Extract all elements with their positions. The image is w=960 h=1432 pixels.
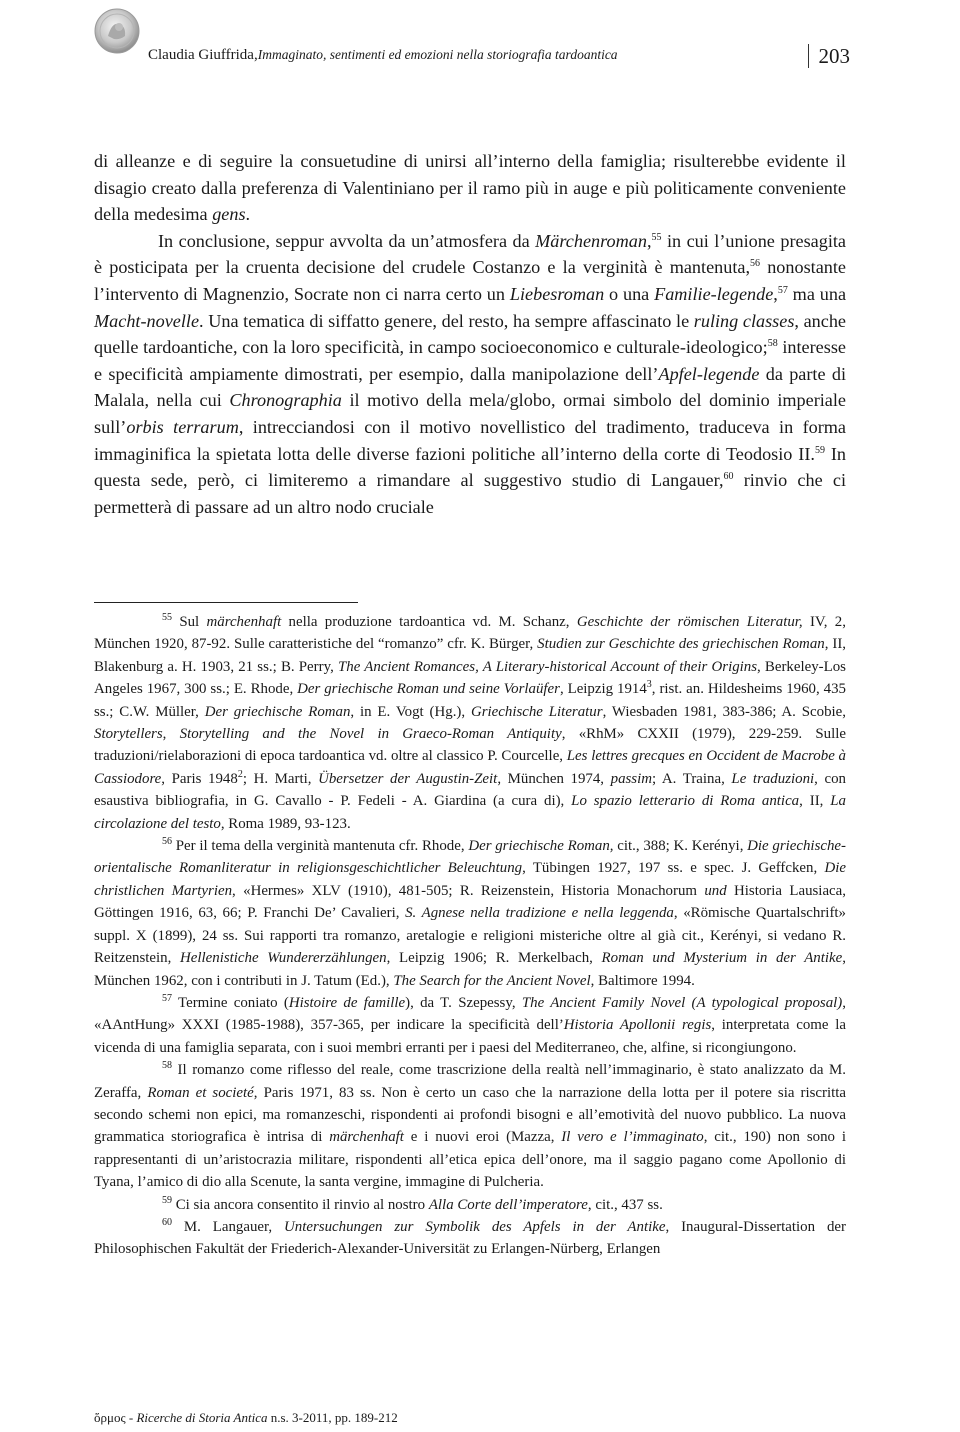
italic-text: und — [704, 882, 727, 899]
italic-text: The Ancient Family Novel (A typological proposal) — [521, 994, 843, 1011]
italic-text: Roman et societé — [147, 1084, 254, 1101]
italic-text: Übersetzer der Augustin-Zeit — [318, 770, 498, 787]
footnote-separator — [94, 602, 358, 603]
italic-text: S. Agnese nella tradizione e nella leggenda — [405, 905, 674, 922]
paragraph-1: di alleanze e di seguire la consuetudine di unirsi all’interno della famiglia; risulterebbe evidente il disagio creato dalla preferenza di Valentiniano per il ramo più in auge e più politicamente conveniente della medesima gens. — [94, 151, 846, 225]
italic-text: Macht-novelle — [94, 310, 200, 331]
italic-text: La circolazione del testo — [94, 793, 846, 832]
italic-text: Histoire de famille — [288, 994, 406, 1011]
italic-text: Die christlichen Martyrien — [94, 860, 846, 899]
italic-text: ruling classes — [693, 310, 795, 331]
running-head-title: Immaginato, sentimenti ed emozioni nella storiografia tardoantica — [257, 47, 618, 62]
footnote-ref: 59 — [814, 444, 825, 456]
footnote-ref: 55 — [162, 612, 172, 624]
page-number: 203 — [808, 44, 851, 68]
italic-text: Griechische Literatur — [470, 703, 603, 720]
italic-text: Alla Corte dell’imperatore — [428, 1196, 588, 1213]
italic-text: Der griechische Roman — [204, 703, 351, 720]
footnote-ref: 57 — [777, 284, 788, 296]
footnote-ref: 55 — [651, 231, 662, 243]
footnotes — [94, 611, 846, 1261]
footnote-55: $^{55}$ Sul märchenhaft nella produzione tardoantica vd. M. Schanz, Geschichte der römischen Literatur, IV, 2, München 1920, 87-92. Sulle caratteristiche del “romanzo” cfr. K. Bürger, Studien zur Geschichte des griechischen Roman, II, Blakenburg a. H. 1903, 21 ss.; B. Perry, The Ancient Romances, A Literary-historical Account of their Origins, Berkeley-Los Angeles 1967, 300 ss.; E. Rhode, Der griechische Roman und seine Vorlaüfer, Leipzig 1914$^3$, rist. an. Hildesheims 1960, 435 ss.; C.W. Müller, Der griechische Roman, in E. Vogt (Hg.), Griechische Literatur, Wiesbaden 1981, 383-386; A. Scobie, Storytellers, Storytelling and the Novel in Graeco-Roman Antiquity, «RhM» CXXII (1979), 229-259. Sulle traduzioni/rielaborazioni di epoca tardoantica vd. oltre al classico P. Courcelle, Les lettres grecques en Occident de Macrobe à Cassiodore, Paris 1948$^2$; H. Marti, Übersetzer der Augustin-Zeit, München 1974, passim; A. Traina, Le traduzioni, con esaustiva bibliografia, in G. Cavallo - P. Fedeli - A. Giardina (a cura di), Lo spazio letterario di Roma antica, II, La circolazione del testo, Roma 1989, 93-123. — [94, 612, 847, 832]
main-text — [94, 148, 846, 520]
footnote-ref: 3 — [646, 679, 652, 691]
footnote-60: $^{60}$ M. Langauer, Untersuchungen zur Symbolik des Apfels in der Antike, Inaugural-Dissertation der Philosophischen Fakultät der Friederich-Alexander-Universität zu Erlangen-Nürberg, Erlangen — [94, 1217, 846, 1258]
italic-text: Storytelling and the Novel in Graeco-Roman Antiquity — [179, 726, 562, 743]
italic-text: märchenhaft — [329, 1129, 404, 1146]
footnote-ref: 56 — [750, 258, 761, 270]
italic-text: The Ancient Romances, A Literary-historical Account of their Origins — [337, 658, 758, 675]
italic-text: Il vero e l’immaginato — [561, 1129, 704, 1146]
footnote-59: $^{59}$ Ci sia ancora consentito il rinvio al nostro Alla Corte dell’imperatore, cit., 437 ss. — [162, 1194, 663, 1213]
italic-text: Historia Apollonii regis — [563, 1017, 712, 1034]
italic-text: Familie-legende — [654, 283, 774, 304]
footnote-ref: 58 — [162, 1060, 172, 1072]
italic-text: Der griechische Roman, — [468, 838, 614, 855]
italic-text: Hellenistiche Wundererzählungen — [180, 950, 387, 967]
footnote-ref: 57 — [162, 992, 172, 1004]
footnote-58: $^{58}$ Il romanzo come riflesso del reale, come trascrizione della realtà nell’immaginario, è stato analizzato da M. Zeraffa, Roman et societé, Paris 1971, 83 ss. Non è certo un caso che la narrazione della lotta per il potere sia riscritta secondo schemi non epici, ma romanzeschi, rispondenti ai profondi bisogni e all’emotività del nuovo pubblico. La nuova grammatica storiografica è intrisa di märchenhaft e i nuovi eroi (Mazza, Il vero e l’immaginato, cit., 190) non sono i rappresentanti di un’aristocrazia militare, rispondenti all’etica epica dell’onore, ma il saggio pagano come Apollonio di Tyana, l’amico di dio alla Scenute, la santa vergine, immagine di Pulcheria. — [94, 1060, 846, 1191]
italic-text: Roman und Mysterium in der Antike — [601, 950, 843, 967]
footnote-ref: 60 — [162, 1217, 172, 1228]
italic-text: Apfel-legende — [658, 363, 760, 384]
footnote-ref: 2 — [237, 768, 243, 780]
italic-text: Chronographia — [229, 390, 342, 411]
italic-text: Geschichte der römischen Literatur, — [576, 614, 803, 630]
footnote-ref: 60 — [723, 471, 734, 483]
italic-text: Liebesroman — [509, 283, 605, 304]
italic-text: Die griechische-orientalische Romanliteratur in religionsgeschichtlicher Beleuchtung — [94, 838, 846, 877]
italic-text: Märchenroman — [535, 230, 647, 251]
footnote-ref: 56 — [162, 836, 172, 848]
page-footer — [94, 1410, 398, 1426]
footer-journal-subtitle: Ricerche di Storia Antica — [136, 1410, 268, 1425]
italic-text: Der griechische Roman und seine Vorlaüfer — [297, 681, 560, 698]
footnote-ref: 59 — [162, 1194, 172, 1206]
italic-text: gens — [212, 204, 246, 225]
italic-text: Storytellers — [94, 726, 163, 743]
footnote-ref: 58 — [767, 338, 778, 350]
italic-text: Les lettres grecques en Occident de Macrobe à Cassiodore — [94, 748, 846, 787]
footer-issue: n.s. 3-2011, pp. 189-212 — [267, 1410, 398, 1425]
footnote-57: $^{57}$ Termine coniato (Histoire de famille), da T. Szepessy, The Ancient Family Novel (A typological proposal), «AAntHung» XXXI (1985-1988), 357-365, per indicare la specificità dell’Historia Apollonii regis, interpretata come la vicenda di una famiglia separata, con i suoi membri erranti per i paesi del Mediterraneo, che, alfine, si ricongiungono. — [94, 992, 846, 1056]
footer-journal: ὅρμος - — [94, 1410, 137, 1425]
italic-text: Untersuchungen zur Symbolik des Apfels in der Antike — [284, 1218, 666, 1235]
running-head-author: Claudia Giuffrida, — [148, 47, 258, 63]
running-head — [148, 47, 618, 64]
italic-text: The Search for the Ancient Novel — [393, 972, 591, 989]
italic-text: passim — [610, 770, 652, 787]
footnote-56: $^{56}$ Per il tema della verginità mantenuta cfr. Rhode, Der griechische Roman, cit., 388; K. Kerényi, Die griechische-orientalische Romanliteratur in religionsgeschichtlicher Beleuchtung, Tübingen 1927, 197 ss. e spec. J. Geffcken, Die christlichen Martyrien, «Hermes» XLV (1910), 481-505; R. Reizenstein, Historia Monachorum und Historia Lausiaca, Göttingen 1916, 63, 66; P. Franchi De’ Cavalieri, S. Agnese nella tradizione e nella leggenda, «Römische Quartalschrift» suppl. X (1899), 24 ss. Sui rapporti tra romanzo, aretalogie e religioni misteriche oltre al già cit., Kerényi, si vedano R. Reitzenstein, Hellenistiche Wundererzählungen, Leipzig 1906; R. Merkelbach, Roman und Mysterium in der Antike, München 1962, con i contributi in J. Tatum (Ed.), The Search for the Ancient Novel, Baltimore 1994. — [94, 836, 846, 989]
journal-logo-icon — [92, 6, 142, 56]
italic-text: orbis terrarum — [126, 416, 239, 437]
italic-text: Le traduzioni — [731, 770, 815, 787]
italic-text: märchenhaft — [206, 614, 282, 630]
paragraph-2: In conclusione, seppur avvolta da un’atmosfera da Märchenroman,$^{55}$ in cui l’unione presagita è posticipata per la cruenta decisione del crudele Costanzo e la verginità è mantenuta,$^{56}$ nonostante l’intervento di Magnenzio, Socrate non ci narra certo un Liebesroman o una Familie-legende,$^{57}$ ma una Macht-novelle. Una tematica di siffatto genere, del resto, ha sempre affascinato le ruling classes, anche quelle tardoantiche, con la loro specificità, in campo socioeconomico e culturale-ideologico;$^{58}$ interesse e specificità ampiamente dimostrati, per esempio, dalla manipolazione dell’Apfel-legende da parte di Malala, nella cui Chronographia il motivo della mela/globo, ormai simbolo del dominio imperiale sull’orbis terrarum, intrecciandosi con il motivo novellistico del tradimento, traduceva in forma immaginifica la spietata lotta delle diverse fazioni politiche all’interno della corte di Teodosio II.$^{59}$ In questa sede, però, ci limiteremo a rimandare al suggestivo studio di Langauer,$^{60}$ rinvio che ci permetterà di passare ad un altro nodo cruciale — [94, 230, 847, 517]
italic-text: Studien zur Geschichte des griechischen Roman — [537, 636, 825, 653]
italic-text: Lo spazio letterario di Roma antica — [571, 793, 800, 810]
